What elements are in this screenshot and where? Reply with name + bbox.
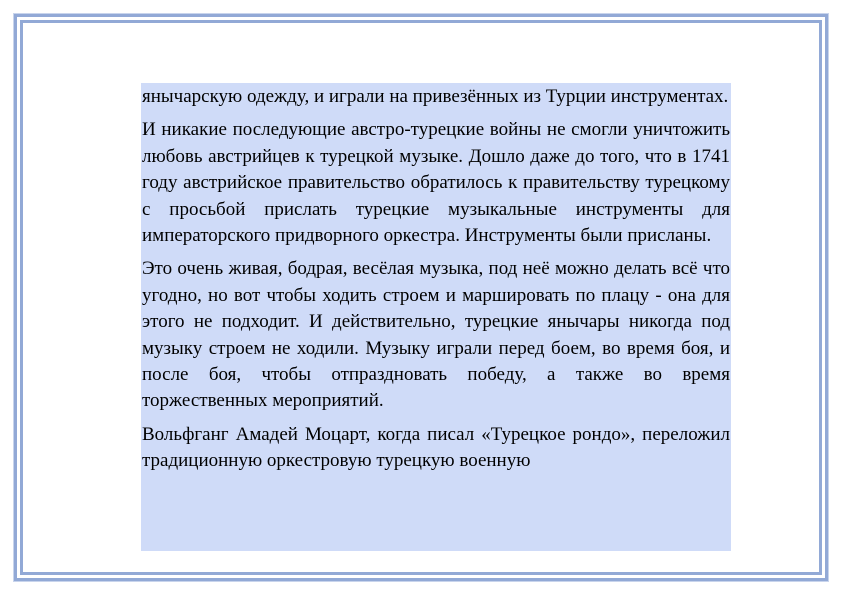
- paragraph-1: янычарскую одежду, и играли на привезённых из Турции инструментах.: [142, 86, 729, 107]
- paragraph-2: И никакие последующие австро-турецкие войны не смогли уничтожить любовь австрийцев к турецкой музыке. Дошло даже до того, что в 1741 году австрийское правительство обратилось к правительству турецкому с просьбой прислать турецкие музыкальные инструменты для императорского придворного оркестра. Инструменты были присланы.: [142, 119, 730, 247]
- paragraph-3: Это очень живая, бодрая, весёлая музыка, под неё можно делать всё что угодно, но вот чтобы ходить строем и маршировать по плацу - она для этого не подходит. И действительно, турецкие янычары никогда под музыку строем не ходили. Музыку играли перед боем, во время боя, и после боя, чтобы отпраздновать победу, а также во время торжественных мероприятий.: [142, 258, 730, 412]
- text-block: [141, 83, 731, 551]
- paragraph-4: Вольфганг Амадей Моцарт, когда писал «Турецкое рондо», переложил традиционную оркестровую турецкую военную: [142, 423, 730, 472]
